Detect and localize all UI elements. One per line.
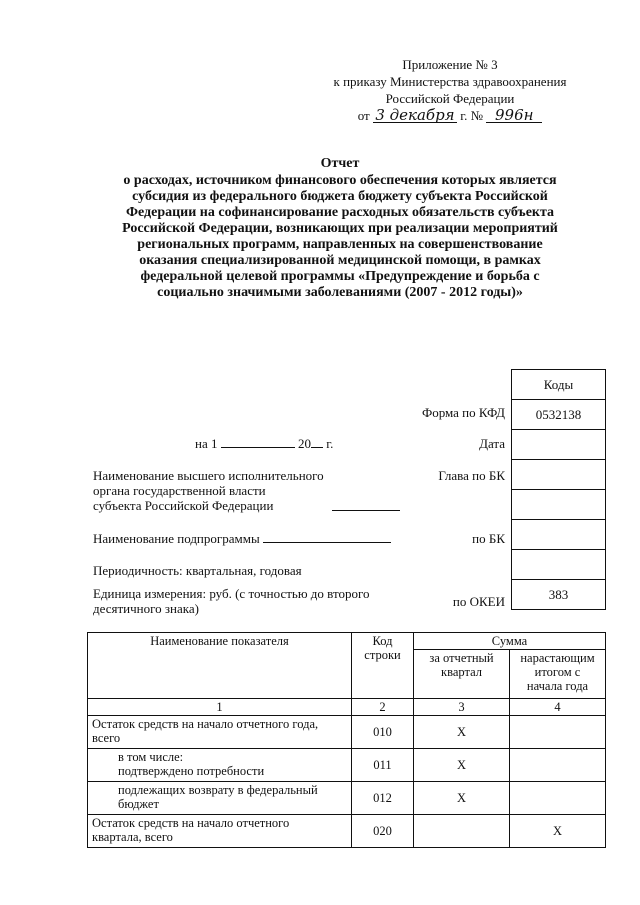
date-prefix: на 1 <box>195 436 218 451</box>
row-name-line: Остаток средств на начало отчетного года, <box>92 717 319 731</box>
date-code <box>512 430 606 460</box>
kfd-code: 0532138 <box>512 400 606 430</box>
col-number: 3 <box>414 699 510 716</box>
kfd-label: Форма по КФД <box>421 405 505 420</box>
date-century: 20 <box>297 436 311 451</box>
report-table <box>87 632 606 848</box>
row-name-line: Остаток средств на начало отчетного <box>92 816 290 830</box>
header-row-code <box>352 633 414 699</box>
glava-code <box>512 460 606 490</box>
subprogram-line <box>93 531 391 546</box>
row-name <box>88 782 352 815</box>
row-name <box>88 815 352 848</box>
appendix-header <box>300 56 600 124</box>
header-cum-line: итогом с <box>534 665 581 679</box>
row-name-line: в том числе: <box>118 750 184 764</box>
column-numbers-row <box>88 699 606 716</box>
title-line: субсидия из федерального бюджета бюджету субъекта Российской <box>132 189 548 204</box>
header-code-line: Код <box>372 634 393 648</box>
row-code: 011 <box>352 749 414 782</box>
row-period-value[interactable]: X <box>414 716 510 749</box>
codes-table <box>511 369 606 610</box>
authority-line: Наименование высшего исполнительного <box>93 468 324 483</box>
header-period-line: за отчетный <box>429 651 494 665</box>
row-code: 010 <box>352 716 414 749</box>
title-line: социально значимыми заболеваниями (2007 - 2012 годы)» <box>157 285 523 300</box>
date-blank[interactable] <box>221 447 295 448</box>
codes-header: Коды <box>512 370 606 400</box>
subprogram-blank[interactable] <box>263 542 391 543</box>
title-line: оказания специализированной медицинской помощи, в рамках <box>139 253 541 268</box>
table-row <box>88 782 606 815</box>
title-line: Федерации на софинансирование расходных обязательств субъекта <box>125 205 555 220</box>
title-line: региональных программ, направленных на совершенствование <box>137 237 543 252</box>
from-label: от <box>357 108 370 123</box>
row-cumulative-value[interactable] <box>510 716 606 749</box>
okei-label: по ОКЕИ <box>452 594 505 609</box>
title-line: о расходах, источником финансового обеспечения которых является <box>123 173 557 188</box>
row-period-value[interactable]: X <box>414 782 510 815</box>
year-blank[interactable] <box>311 447 323 448</box>
row-cumulative-value[interactable] <box>510 782 606 815</box>
row-cumulative-value[interactable] <box>510 749 606 782</box>
row-period-value[interactable] <box>414 815 510 848</box>
glava-code-extra <box>512 490 606 520</box>
handwritten-order-number: 996н <box>486 108 542 123</box>
periodicity: Периодичность: квартальная, годовая <box>93 563 302 578</box>
table-row <box>88 749 606 782</box>
header-period-line: квартал <box>441 665 482 679</box>
row-name <box>88 749 352 782</box>
bk-label: по БК <box>472 531 505 546</box>
header-cum-line: нарастающим <box>520 651 595 665</box>
row-name-line: квартала, всего <box>92 830 173 844</box>
table-row <box>88 815 606 848</box>
periodicity-code <box>512 550 606 580</box>
row-name-line: бюджет <box>118 797 159 811</box>
header-cum-line: начала года <box>526 679 589 693</box>
handwritten-date: 3 декабря <box>373 108 457 123</box>
subprogram-label: Наименование подпрограммы <box>93 531 260 546</box>
row-name <box>88 716 352 749</box>
report-date-line <box>195 436 333 451</box>
col-number: 2 <box>352 699 414 716</box>
header-sum: Сумма <box>414 633 606 650</box>
title-line: Российской Федерации, возникающих при реализации мероприятий <box>122 221 558 236</box>
header-reporting-quarter <box>414 650 510 699</box>
row-name-line: всего <box>92 731 121 745</box>
bk-code <box>512 520 606 550</box>
col-number: 4 <box>510 699 606 716</box>
appendix-ministry: Российской Федерации <box>385 91 515 106</box>
header-code-line: строки <box>364 648 401 662</box>
row-code: 020 <box>352 815 414 848</box>
glava-label: Глава по БК <box>438 468 505 483</box>
title-line: федеральной целевой программы «Предупреждение и борьба с <box>140 269 540 284</box>
authority-line: органа государственной власти <box>93 483 266 498</box>
header-indicator-name: Наименование показателя <box>88 633 352 699</box>
row-name-line: подтверждено потребности <box>118 764 265 778</box>
authority-line: субъекта Российской Федерации <box>93 498 274 513</box>
report-title <box>60 156 620 301</box>
row-name-line: подлежащих возврату в федеральный <box>118 783 318 797</box>
unit-line: Единица измерения: руб. (с точностью до второго <box>93 586 370 601</box>
year-number-label: г. № <box>460 108 484 123</box>
authority-label <box>93 468 324 513</box>
col-number: 1 <box>88 699 352 716</box>
appendix-order: к приказу Министерства здравоохранения <box>333 74 567 89</box>
unit-of-measure <box>93 586 370 616</box>
table-row <box>88 716 606 749</box>
row-period-value[interactable]: X <box>414 749 510 782</box>
header-cumulative <box>510 650 606 699</box>
date-label: Дата <box>479 436 505 451</box>
okei-code: 383 <box>512 580 606 610</box>
appendix-number: Приложение № 3 <box>402 57 498 72</box>
row-cumulative-value[interactable]: X <box>510 815 606 848</box>
authority-blank[interactable] <box>332 510 400 511</box>
row-code: 012 <box>352 782 414 815</box>
date-suffix: г. <box>326 436 334 451</box>
appendix-date-line <box>300 107 600 124</box>
unit-line: десятичного знака) <box>93 601 199 616</box>
report-heading: Отчет <box>320 156 360 171</box>
